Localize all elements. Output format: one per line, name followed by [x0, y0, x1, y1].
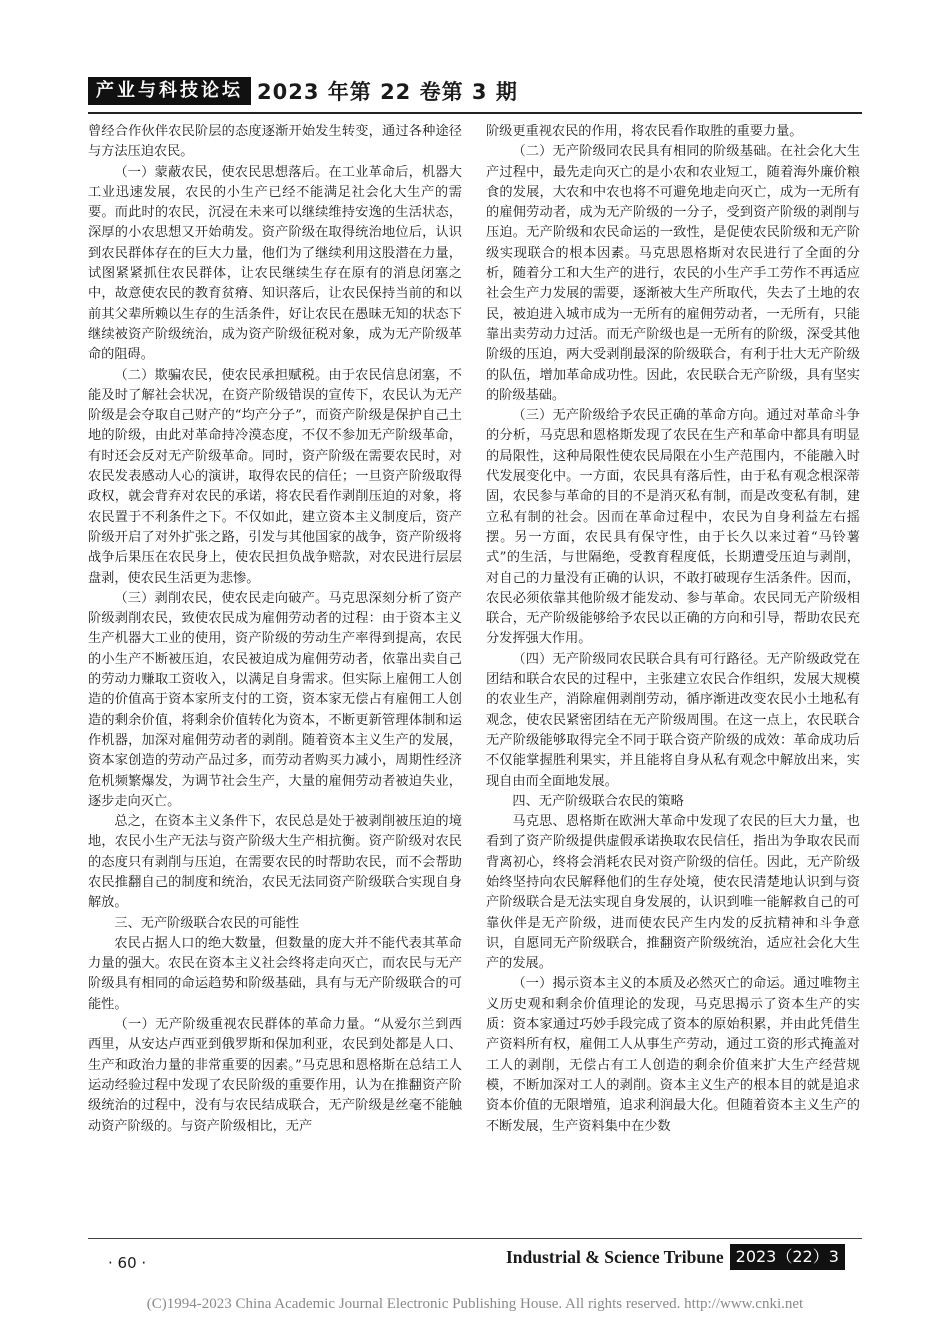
header-divider	[88, 112, 862, 114]
paragraph: （二）欺骗农民，使农民承担赋税。由于农民信息闭塞，不能及时了解社会状况，在资产阶级错误的宣传下，农民认为无产阶级是会夺取自己财产的“均产分子”，而资产阶级是保护自己土地的阶级，由此对革命持冷漠态度，不仅不参加无产阶级革命，有时还会反对无产阶级革命。同时，资产阶级在需要农民时，对农民发表感动人心的演讲，取得农民的信任；一旦资产阶级取得政权，就会背弃对农民的承诺，将农民看作剥削压迫的对象，将农民置于不利条件之下。不仅如此，建立资本主义制度后，资产阶级开启了对外扩张之路，引发与其他国家的战争，资产阶级将战争后果压在农民身上，使农民担负战争赔款，对农民进行层层盘剥，使农民生活更为悲惨。	[88, 367, 462, 586]
footer-divider	[88, 1238, 862, 1239]
paragraph: 农民占据人口的绝大数量，但数量的庞大并不能代表其革命力量的强大。农民在资本主义社会终将走向灭亡，而农民与无产阶级具有相同的命运趋势和阶级基础，具有与无产阶级联合的可能性。	[88, 935, 462, 1012]
paragraph: （一）蒙蔽农民，使农民思想落后。在工业革命后，机器大工业迅速发展，农民的小生产已经不能满足社会化大生产的需要。而此时的农民，沉浸在未来可以继续维持安逸的生活状态，深厚的小农思想又开始萌发。资产阶级在取得统治地位后，认识到农民群体存在的巨大力量，他们为了继续利用这股潜在力量，试图紧紧抓住农民群体，让农民继续生存在原有的消息闭塞之中，故意使农民的教育贫瘠、知识落后，让农民保持当前的和以前其父辈所赖以生存的生活条件，好让农民在愚昧无知的状态下继续被资产阶级统治，成为资产阶级征税对象，成为无产阶级革命的阻碍。	[88, 164, 462, 363]
footer-journal-block	[506, 1243, 845, 1271]
paragraph: （三）无产阶级给予农民正确的革命方向。通过对革命斗争的分析，马克思和恩格斯发现了农民在生产和革命中都具有明显的局限性，这种局限性使农民局限在小生产范围内，不能融入时代发展变化中。一方面，农民具有落后性，由于私有观念根深蒂固，农民参与革命的目的不是消灭私有制，而是改变私有制，建立私有制的社会。因而在革命过程中，农民为自身利益左右摇摆。另一方面，农民具有保守性，由于长久以来过着“马铃薯式”的生活，与世隔绝，受教育程度低，长期遭受压迫与剥削，对自己的力量没有正确的认识，不敢打破现存生活条件。因而，农民必须依靠其他阶级才能发动、参与革命。农民同无产阶级相联合，无产阶级能够给予农民以正确的方向和引导，帮助农民充分发挥强大作用。	[486, 408, 860, 647]
journal-english-name: Industrial & Science Tribune	[506, 1246, 724, 1267]
paragraph: 总之，在资本主义条件下，农民总是处于被剥削被压迫的境地，农民小生产无法与资产阶级大生产相抗衡。资产阶级对农民的态度只有剥削与压迫，在需要农民的时帮助农民，而不会帮助农民推翻自己的制度和统治，农民无法同资产阶级联合实现自身解放。	[88, 814, 462, 911]
paragraph: （一）无产阶级重视农民群体的革命力量。“从爱尔兰到西西里，从安达卢西亚到俄罗斯和保加利亚，农民到处都是人口、生产和政治力量的非常重要的因素。”马克思和恩格斯在总结工人运动经验过程中发现了农民阶级的重要作用，认为在推翻资产阶级统治的过程中，没有与农民结成联合，无产阶级是丝毫不能触动资产阶级的。与资产阶级相比，无产	[88, 1017, 462, 1134]
paragraph: 马克思、恩格斯在欧洲大革命中发现了农民的巨大力量，也看到了资产阶级提供虚假承诺换取农民信任，指出为争取农民而背离初心，终将会消耗农民对资产阶级的信任。因此，无产阶级始终坚持向农民解释他们的生存处境，使农民清楚地认识到与资产阶级联合是无法实现自身发展的，认识到唯一能解救自己的可靠伙伴是无产阶级，进而使农民产生内发的反抗精神和斗争意识，自愿同无产阶级联合，推翻资产阶级统治，适应社会化大生产的发展。	[486, 814, 860, 972]
paragraph: （一）揭示资本主义的本质及必然灭亡的命运。通过唯物主义历史观和剩余价值理论的发现，马克思揭示了资本生产的实质：资本家通过巧妙手段完成了资本的原始积累，并由此凭借生产资料所有权，雇佣工人从事生产劳动，通过工资的形式掩盖对工人的剥削，无偿占有工人创造的剩余价值来扩大生产经营规模，不断加深对工人的剥削。资本主义生产的根本目的就是追求资本价值的无限增殖，追求利润最大化。但随着资本主义生产的不断发展，生产资料集中在少数	[486, 976, 860, 1134]
journal-header	[88, 76, 518, 106]
left-text-column	[88, 122, 462, 1137]
issue-badge: 2023（22）3	[730, 1244, 845, 1270]
issue-title: 2023 年第 22 卷第 3 期	[257, 80, 518, 104]
journal-name-badge: 产业与科技论坛	[88, 77, 251, 105]
copyright-notice: (C)1994-2023 China Academic Journal Electronic Publishing House. All rights reserved. http://www.cnki.net	[146, 1296, 804, 1312]
right-text-column	[486, 122, 860, 1137]
paragraph: （二）无产阶级同农民具有相同的阶级基础。在社会化大生产过程中，最先走向灭亡的是小农和农业短工，随着海外廉价粮食的发展，大农和中农也将不可避免地走向灭亡，成为一无所有的雇佣劳动者，成为无产阶级的一分子，受到资产阶级的剥削与压迫。无产阶级和农民命运的一致性，是促使农民阶级和无产阶级实现联合的根本因素。马克思恩格斯对农民进行了全面的分析，随着分工和大生产的进行，农民的小生产手工劳作不再适应社会生产力发展的需要，逐渐被大生产所取代，失去了土地的农民，被迫进入城市成为一无所有的雇佣劳动者，一无所有，只能靠出卖劳动力过活。而无产阶级也是一无所有的阶级，深受其他阶级的压迫，两大受剥削最深的阶级联合，有利于壮大无产阶级的队伍，增加革命成功性。因此，农民联合无产阶级，具有坚实的阶级基础。	[486, 144, 860, 403]
paragraph: 阶级更重视农民的作用，将农民看作取胜的重要力量。	[486, 124, 803, 139]
paragraph: （三）剥削农民，使农民走向破产。马克思深刻分析了资产阶级剥削农民，致使农民成为雇佣劳动者的过程：由于资本主义生产机器大工业的使用，资产阶级的劳动生产率得到提高，农民的小生产不断被压迫，农民被迫成为雇佣劳动者，依靠出卖自己的劳动力赚取工资收入，以满足自身需求。但实际上雇佣工人创造的价值高于资本家所支付的工资，资本家无偿占有雇佣工人创造的剩余价值，将剩余价值转化为资本，不断更新管理体制和运作机器，加深对雇佣劳动者的剥削。随着资本主义生产的发展，资本家创造的劳动产品过多，而劳动者购买力减小，周期性经济危机频繁爆发，为调节社会生产，大量的雇佣劳动者被迫失业，逐步走向灭亡。	[88, 590, 462, 809]
page-number: · 60 ·	[108, 1254, 147, 1272]
section-heading: 三、无产阶级联合农民的可能性	[114, 915, 300, 931]
paragraph: （四）无产阶级同农民联合具有可行路径。无产阶级政党在团结和联合农民的过程中，主张建立农民合作组织，发展大规模的农业生产，消除雇佣剥削劳动，循序渐进改变农民小土地私有观念，使农民紧密团结在无产阶级周围。在这一点上，农民联合无产阶级能够取得完全不同于联合资产阶级的成效：革命成功后不仅能掌握胜利果实，并且能将自身从私有观念中解放出来，实现自由而全面地发展。	[486, 651, 860, 789]
paragraph: 曾经合作伙伴农民阶层的态度逐渐开始发生转变，通过各种途径与方法压迫农民。	[88, 124, 462, 160]
section-heading: 四、无产阶级联合农民的策略	[512, 793, 684, 809]
